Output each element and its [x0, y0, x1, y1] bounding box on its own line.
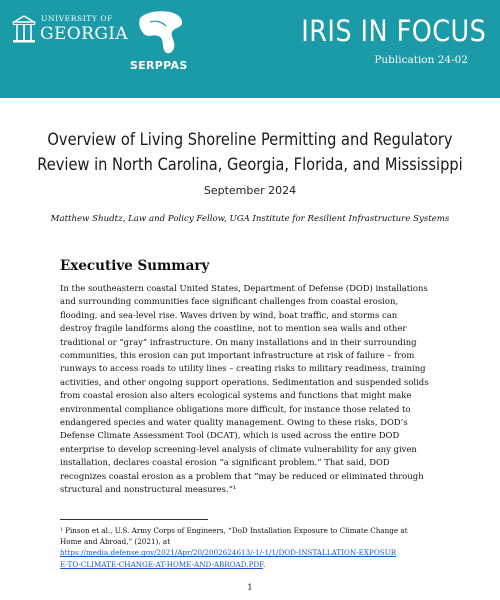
southeast-map-icon	[136, 8, 186, 56]
body-line: traditional or “gray” infrastructure. On many installations and in their surrounding	[60, 336, 417, 347]
body-line: structural and nonstructural measures.”¹	[60, 484, 237, 495]
footnote	[60, 525, 452, 570]
footnote-link[interactable]: E-TO-CLIMATE-CHANGE-AT-HOME-AND-ABROAD.PDF	[60, 559, 264, 569]
serppas-logo	[130, 8, 190, 84]
body-line: recognizes coastal erosion as a problem that “may be reduced or eliminated through	[60, 470, 424, 481]
body-line: communities, this erosion can put important infrastructure at risk of failure – from	[60, 350, 415, 361]
author-line: Matthew Shudtz, Law and Policy Fellow, UGA Institute for Resilient Infrastructure Systems	[50, 214, 450, 224]
publication-number: Publication 24-02	[374, 54, 468, 66]
body-line: activities, and other ongoing support operations. Sedimentation and suspended solids	[60, 376, 429, 387]
arch-icon	[12, 14, 36, 44]
body-line: In the southeastern coastal United States, Department of Defense (DOD) installations	[60, 283, 428, 293]
document-title	[35, 128, 465, 178]
footnote-line: ¹ Pinson et al., U.S. Army Corps of Engineers, “DoD Installation Exposure to Climate Change at	[60, 526, 408, 535]
title-line-1: Overview of Living Shoreline Permitting and Regulatory	[47, 130, 453, 150]
footnote-divider	[60, 519, 208, 520]
executive-summary-body	[60, 282, 452, 497]
uga-logo	[12, 14, 129, 48]
executive-summary-heading: Executive Summary	[60, 258, 210, 274]
footnote-link[interactable]: https://media.defense.gov/2021/Apr/20/2002624613/-1/-1/1/DOD-INSTALLATION-EXPOSUR	[60, 548, 397, 558]
body-line: flooding, and sea-level rise. Waves driven by wind, boat traffic, and storms can	[60, 309, 398, 320]
body-line: destroy fragile landforms along the coastline, not to mention sea walls and other	[60, 323, 407, 334]
body-line: enterprise to develop screening-level analysis of climate vulnerability for any given	[60, 443, 417, 454]
footnote-line: Home and Abroad,” (2021), at	[60, 537, 171, 547]
university-label: UNIVERSITY OF	[41, 14, 113, 23]
body-line: installation, declares coastal erosion “a significant problem.” That said, DOD	[60, 457, 390, 468]
body-line: and surrounding communities face significant challenges from coastal erosion,	[60, 296, 399, 307]
serppas-label: SERPPAS	[130, 59, 188, 72]
title-line-2: Review in North Carolina, Georgia, Florida, and Mississippi	[37, 155, 463, 175]
body-line: runways to access roads to utility lines – creating risks to military readiness, training	[60, 363, 426, 374]
body-line: Defense Climate Assessment Tool (DCAT), which is used across the entire DOD	[60, 430, 400, 441]
header-banner	[0, 0, 500, 98]
footnote-period: .	[263, 559, 266, 569]
page-number: 1	[247, 583, 253, 593]
series-title: IRIS IN FOCUS	[300, 14, 486, 48]
body-line: endangered species and water quality management. Owing to these risks, DOD’s	[60, 417, 408, 428]
university-name: GEORGIA	[40, 24, 129, 44]
publication-date: September 2024	[203, 184, 297, 197]
body-line: from coastal erosion also alters ecological systems and functions that might make	[60, 390, 412, 401]
body-line: environmental compliance obligations more difficult, for instance those related to	[60, 403, 411, 414]
